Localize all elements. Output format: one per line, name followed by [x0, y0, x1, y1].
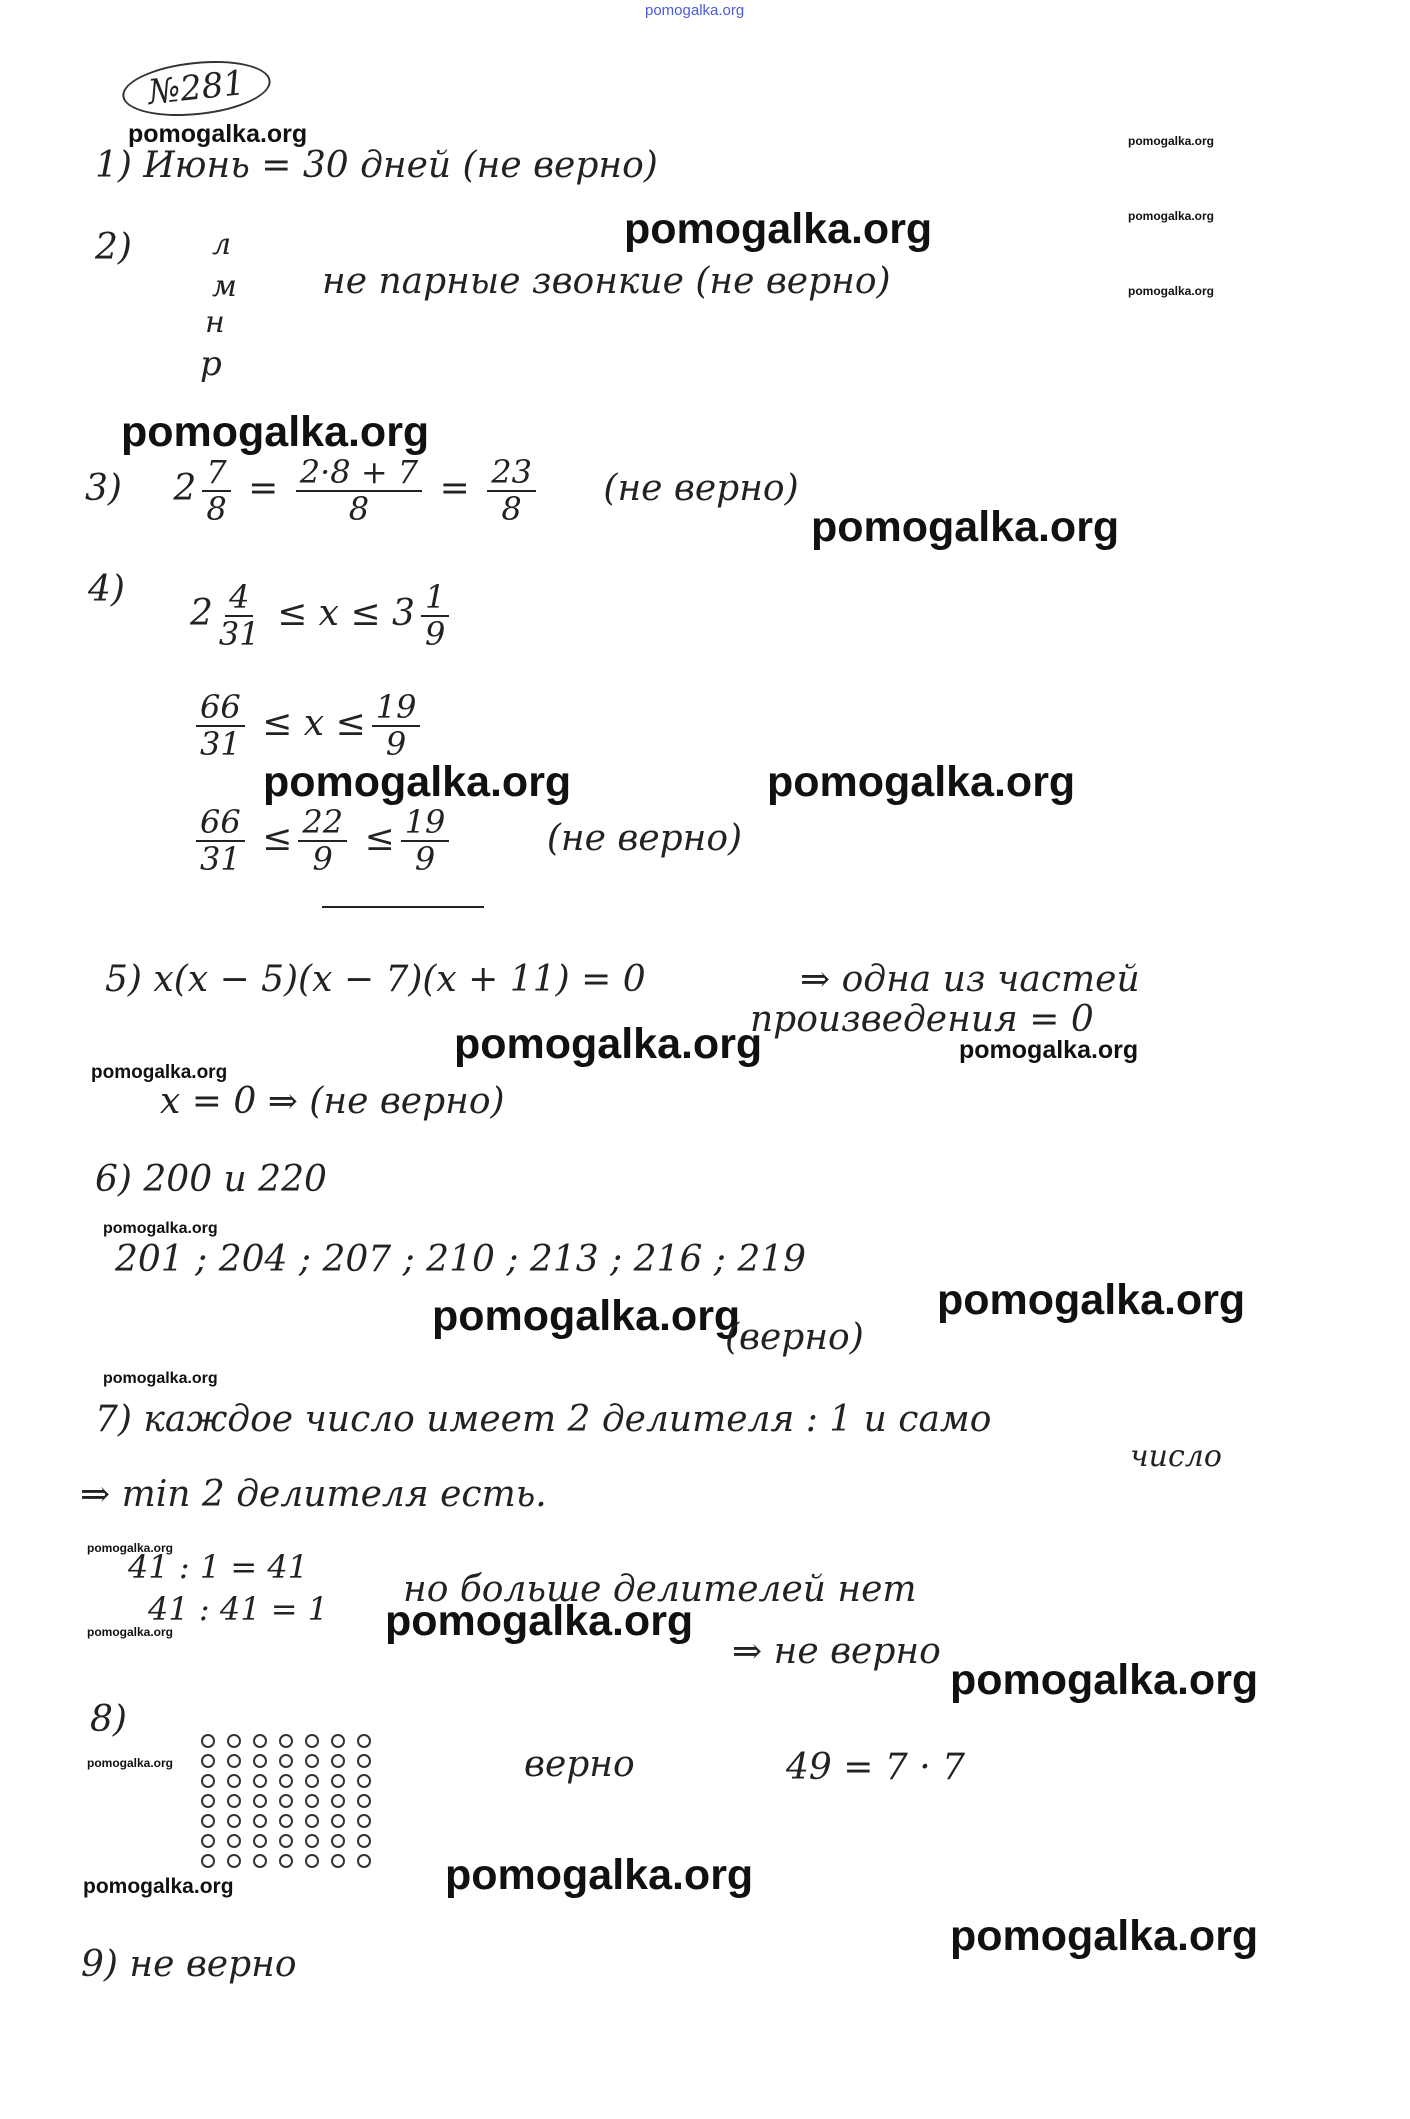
dot	[253, 1754, 267, 1768]
item-8-equation: 49 = 7 · 7	[786, 1747, 965, 1788]
item-7-line-3: 41 : 1 = 41	[128, 1548, 309, 1586]
dot	[227, 1774, 241, 1788]
item-8-number: 8)	[90, 1699, 127, 1740]
watermark: pomogalka.org	[950, 1912, 1259, 1960]
watermark: pomogalka.org	[87, 1541, 174, 1555]
dot	[253, 1834, 267, 1848]
dot	[357, 1754, 371, 1768]
item-7-line-4: 41 : 41 = 1	[148, 1590, 329, 1628]
watermark: pomogalka.org	[103, 1220, 218, 1237]
item-5: 5) x(x − 5)(x − 7)(x + 11) = 0	[105, 959, 646, 1000]
item-5-right-1: ⇒ одна из частей	[800, 959, 1140, 1000]
item-6: 6) 200 и 220	[95, 1159, 327, 1200]
item-6-verdict: (верно)	[725, 1317, 864, 1358]
item-2-number: 2)	[95, 227, 132, 268]
watermark: pomogalka.org	[950, 1656, 1259, 1704]
item-2-letter: р	[200, 344, 222, 384]
dot	[201, 1754, 215, 1768]
whole: 2	[173, 468, 197, 510]
dot	[279, 1814, 293, 1828]
item-7-line-2: ⇒ min 2 делителя есть.	[80, 1474, 547, 1515]
dot	[201, 1794, 215, 1808]
item-7-line-6: ⇒ не верно	[732, 1631, 941, 1672]
fraction: $\frac{23}{8}$	[487, 455, 536, 527]
dot	[253, 1734, 267, 1748]
item-6-line-2: 201 ; 204 ; 207 ; 210 ; 213 ; 216 ; 219	[115, 1239, 807, 1280]
dot	[331, 1754, 345, 1768]
item-5-line-2: x = 0 ⇒ (не верно)	[160, 1081, 505, 1122]
watermark: pomogalka.org	[128, 120, 308, 148]
dot	[331, 1854, 345, 1868]
dot	[201, 1814, 215, 1828]
watermark: pomogalka.org	[432, 1292, 741, 1340]
item-5-right-2: произведения = 0	[750, 999, 1094, 1040]
item-2-letter: л	[212, 227, 232, 262]
item-2-letter: м	[212, 269, 237, 304]
dot	[227, 1814, 241, 1828]
item-7: 7) каждое число имеет 2 делителя : 1 и само	[95, 1399, 992, 1440]
dot	[253, 1854, 267, 1868]
dot	[357, 1814, 371, 1828]
dot	[305, 1854, 319, 1868]
watermark: pomogalka.org	[937, 1276, 1246, 1324]
dot	[227, 1834, 241, 1848]
watermark: pomogalka.org	[83, 1875, 234, 1898]
dot	[201, 1774, 215, 1788]
dot	[227, 1734, 241, 1748]
watermark: pomogalka.org	[454, 1020, 763, 1068]
item-7-line-5: но больше делителей нет	[403, 1569, 917, 1610]
equals: =	[248, 468, 279, 510]
verdict: (не верно)	[603, 468, 799, 510]
watermark: pomogalka.org	[87, 1756, 174, 1770]
item-3	[85, 455, 799, 527]
item-4-line-1: 2 $\frac{4}{31}$ ≤ x ≤ 3 $\frac{1}{9}$	[190, 580, 455, 652]
dot	[357, 1834, 371, 1848]
fraction: $\frac{1}{9}$	[421, 580, 449, 652]
dot	[227, 1854, 241, 1868]
dot	[279, 1794, 293, 1808]
watermark: pomogalka.org	[91, 1062, 228, 1083]
item-2-letter: н	[205, 305, 225, 340]
item-3-number: 3)	[85, 468, 122, 510]
dot	[357, 1794, 371, 1808]
item-1: 1) Июнь = 30 дней (не верно)	[95, 145, 658, 186]
dot	[201, 1834, 215, 1848]
watermark: pomogalka.org	[263, 758, 572, 806]
watermark: pomogalka.org	[103, 1370, 218, 1387]
watermark: pomogalka.org	[1128, 134, 1215, 148]
dot	[305, 1754, 319, 1768]
watermark: pomogalka.org	[87, 1625, 174, 1639]
task-number: №281	[120, 54, 274, 123]
item-4-number: 4)	[88, 569, 125, 610]
fraction: $\frac{66}{31}$	[196, 805, 245, 877]
dot	[331, 1794, 345, 1808]
watermark: pomogalka.org	[1128, 209, 1215, 223]
item-9: 9) не верно	[81, 1944, 297, 1985]
underline	[322, 906, 484, 908]
dot	[357, 1774, 371, 1788]
fraction: $\frac{19}{9}$	[401, 805, 450, 877]
watermark: pomogalka.org	[445, 1851, 754, 1899]
fraction: $\frac{22}{9}$	[298, 805, 347, 877]
dot	[305, 1774, 319, 1788]
dot	[331, 1734, 345, 1748]
dot	[279, 1854, 293, 1868]
fraction: $\frac{2\cdot 8 + 7}{8}$	[296, 455, 422, 527]
dot	[279, 1774, 293, 1788]
dot	[357, 1734, 371, 1748]
dot	[305, 1814, 319, 1828]
dot	[305, 1734, 319, 1748]
watermark: pomogalka.org	[624, 205, 933, 253]
item-4-line-3: $\frac{66}{31}$ ≤ $\frac{22}{9}$ ≤ $\frac{19}{9}$ (не верно)	[190, 805, 742, 877]
dot	[331, 1834, 345, 1848]
equals: =	[439, 468, 470, 510]
item-7-b: число	[1130, 1439, 1222, 1474]
dot	[279, 1754, 293, 1768]
fraction: $\frac{19}{9}$	[372, 690, 421, 762]
dot	[357, 1854, 371, 1868]
dot	[201, 1854, 215, 1868]
watermark: pomogalka.org	[811, 503, 1120, 551]
dot	[279, 1834, 293, 1848]
item-2-text: не парные звонкие (не верно)	[322, 261, 891, 302]
dot	[253, 1794, 267, 1808]
item-8-verdict: верно	[524, 1744, 635, 1785]
watermark: pomogalka.org	[385, 1597, 694, 1645]
watermark: pomogalka.org	[121, 408, 430, 456]
dot	[331, 1774, 345, 1788]
dot	[227, 1754, 241, 1768]
dot	[253, 1774, 267, 1788]
dot	[201, 1734, 215, 1748]
dot	[227, 1794, 241, 1808]
fraction: $\frac{7}{8}$	[202, 455, 230, 527]
dot-grid	[201, 1734, 383, 1868]
dot	[331, 1814, 345, 1828]
dot	[305, 1834, 319, 1848]
dot	[279, 1734, 293, 1748]
watermark: pomogalka.org	[1128, 284, 1215, 298]
dot	[305, 1794, 319, 1808]
watermark: pomogalka.org	[767, 758, 1076, 806]
watermark: pomogalka.org	[959, 1036, 1139, 1064]
fraction: $\frac{66}{31}$	[196, 690, 245, 762]
top-watermark: pomogalka.org	[645, 2, 745, 19]
fraction: $\frac{4}{31}$	[218, 578, 260, 654]
dot	[253, 1814, 267, 1828]
item-4-line-2: $\frac{66}{31}$ ≤ x ≤ $\frac{19}{9}$	[190, 690, 426, 762]
